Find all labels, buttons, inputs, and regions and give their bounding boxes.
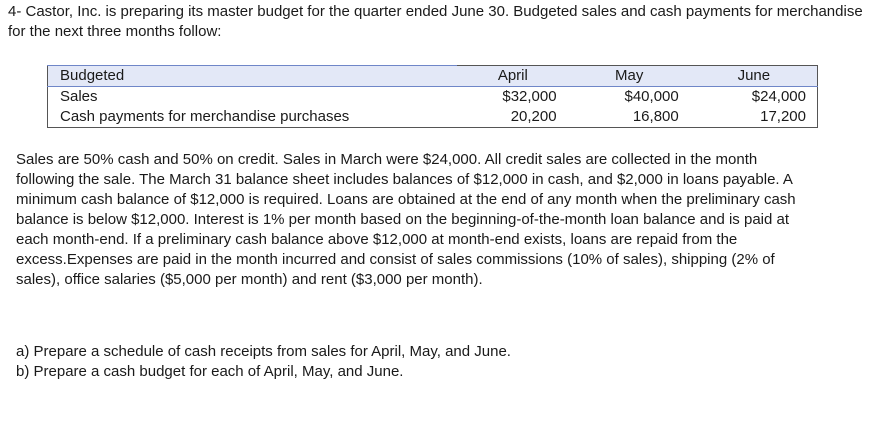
cell-april: 20,200 — [510, 108, 557, 125]
table-row-sales — [48, 87, 818, 108]
cell-june: 17,200 — [760, 108, 806, 125]
requirements-list — [16, 342, 511, 382]
problem-intro: 4- Castor, Inc. is preparing its master budget for the quarter ended June 30. Budgeted sales and cash payments for merchandise for the next three months follow: — [8, 3, 863, 40]
row-label: Sales — [60, 88, 98, 105]
requirement-b: b) Prepare a cash budget for each of April, May, and June. — [16, 363, 404, 380]
row-label: Cash payments for merchandise purchases — [60, 108, 350, 125]
cell-may: $40,000 — [624, 88, 679, 105]
cell-june: $24,000 — [751, 88, 806, 105]
cell-april: $32,000 — [502, 88, 557, 105]
problem-details: Sales are 50% cash and 50% on credit. Sales in March were $24,000. All credit sales are collected in the month following the sale. The March 31 balance sheet includes balances of $12,000 in cash, and $2,000 in loans payable. A minimum cash balance of $12,000 is required. Loans are obtained at the end of any month when the preliminary cash balance is below $12,000. Interest is 1% per month based on the beginning-of-the-month loan balance and is paid at each month-end. If a preliminary cash balance above $12,000 at month-end exists, loans are repaid from the excess.Expenses are paid in the month incurred and consist of sales commissions (10% of sales), shipping (2% of sales), office salaries ($5,000 per month) and rent ($3,000 per month). — [16, 151, 796, 288]
requirement-a: a) Prepare a schedule of cash receipts from sales for April, May, and June. — [16, 343, 511, 360]
header-may: May — [568, 66, 690, 87]
header-june: June — [690, 66, 818, 87]
header-april: April — [457, 66, 568, 87]
table-header-row — [48, 66, 818, 87]
header-budgeted: Budgeted — [48, 66, 458, 87]
table-row-cash-payments — [48, 107, 818, 128]
cell-may: 16,800 — [632, 108, 679, 125]
budget-table — [47, 65, 818, 128]
